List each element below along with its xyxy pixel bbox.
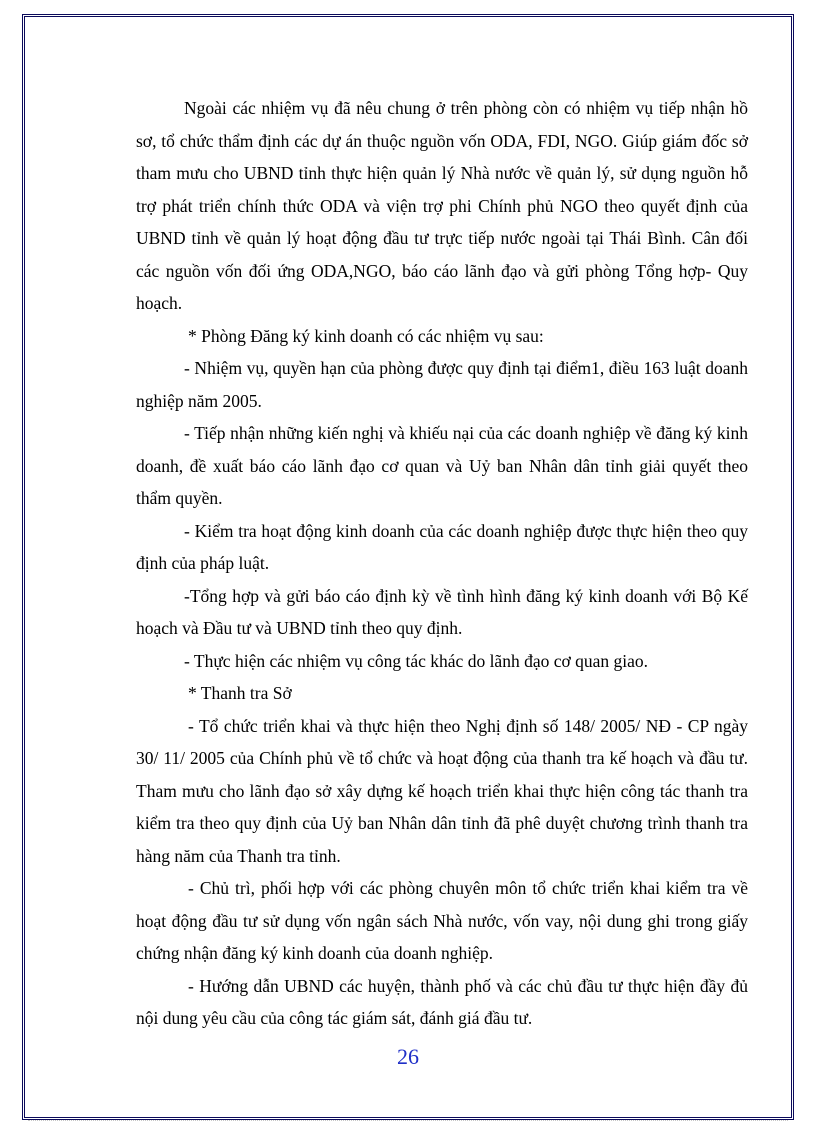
paragraph-duties-authority: - Nhiệm vụ, quyền hạn của phòng được quy định tại điểm1, điều 163 luật doanh nghiệp năm 2005. [136, 358, 748, 411]
heading-business-registration: * Phòng Đăng ký kinh doanh có các nhiệm vụ sau: [188, 325, 544, 346]
heading-department-inspection: * Thanh tra Sở [188, 683, 292, 703]
footer-rule [28, 1120, 788, 1121]
paragraph-coordination: - Chủ trì, phối hợp với các phòng chuyên môn tổ chức triển khai kiểm tra về hoạt động đầu tư sử dụng vốn ngân sách Nhà nước, vốn vay, nội dung ghi trong giấy chứng nhận đăng ký kinh doanh của doanh nghiệp. [136, 878, 748, 963]
paragraph-periodic-report: -Tổng hợp và gửi báo cáo định kỳ về tình hình đăng ký kinh doanh với Bộ Kế hoạch và Đầu tư và UBND tỉnh theo quy định. [136, 585, 748, 638]
paragraph-guidance: - Hướng dẫn UBND các huyện, thành phố và các chủ đầu tư thực hiện đầy đủ nội dung yêu cầu của công tác giám sát, đánh giá đầu tư. [136, 975, 748, 1028]
paragraph-inspection-business: - Kiểm tra hoạt động kinh doanh của các doanh nghiệp được thực hiện theo quy định của pháp luật. [136, 520, 748, 573]
paragraph-decree-148: - Tổ chức triển khai và thực hiện theo Nghị định số 148/ 2005/ NĐ - CP ngày 30/ 11/ 2005 của Chính phủ về tổ chức và hoạt động của thanh tra kế hoạch và đầu tư. Tham mưu cho lãnh đạo sở xây dựng kế hoạch triển khai thực hiện công tác thanh tra kiểm tra theo quy định của Uỷ ban Nhân dân tỉnh đã phê duyệt chương trình thanh tra hàng năm của Thanh tra tỉnh. [136, 715, 748, 866]
paragraph-other-tasks: - Thực hiện các nhiệm vụ công tác khác do lãnh đạo cơ quan giao. [184, 650, 649, 671]
paragraph-oda-intro: Ngoài các nhiệm vụ đã nêu chung ở trên phòng còn có nhiệm vụ tiếp nhận hồ sơ, tổ chức thẩm định các dự án thuộc nguồn vốn ODA, FDI, NGO. Giúp giám đốc sở tham mưu cho UBND tỉnh thực hiện quản lý Nhà nước về quản lý, sử dụng nguồn hỗ trợ phát triển chính thức ODA và viện trợ phi Chính phủ NGO theo quyết định của UBND tỉnh về quản lý hoạt động đầu tư trực tiếp nước ngoài tại Thái Bình. Cân đối các nguồn vốn đối ứng ODA,NGO, báo cáo lãnh đạo và gửi phòng Tổng hợp- Quy hoạch. [136, 98, 748, 313]
page-number: 26 [397, 1044, 419, 1069]
document-body [136, 92, 748, 1035]
paragraph-complaints: - Tiếp nhận những kiến nghị và khiếu nại của các doanh nghiệp về đăng ký kinh doanh, đề xuất báo cáo lãnh đạo cơ quan và Uỷ ban Nhân dân tỉnh giải quyết theo thẩm quyền. [136, 423, 748, 508]
